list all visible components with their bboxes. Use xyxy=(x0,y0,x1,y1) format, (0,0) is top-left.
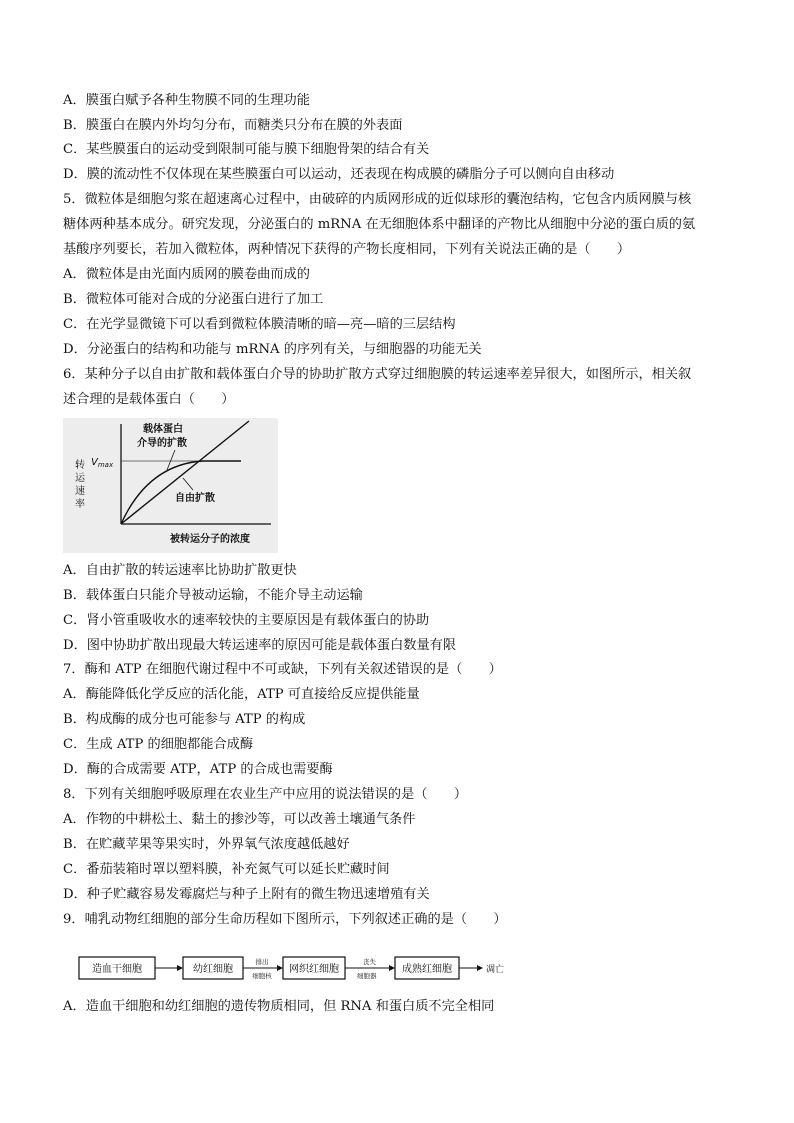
q6-option-d: D．图中协助扩散出现最大转运速率的原因可能是载体蛋白数量有限 xyxy=(63,638,457,653)
q8-option-c: C．番茄装箱时罩以塑料膜，补充氮气可以延长贮藏时间 xyxy=(63,862,390,877)
q4-option-b: B．膜蛋白在膜内外均匀分布，而糖类只分布在膜的外表面 xyxy=(63,118,403,133)
q6-stem-line-1: 6．某种分子以自由扩散和载体蛋白介导的协助扩散方式穿过细胞膜的转运速率差异很大，如图所示，相关叙 xyxy=(63,367,692,382)
q4-option-a: A．膜蛋白赋予各种生物膜不同的生理功能 xyxy=(63,93,310,108)
flow-box-4-label: 成熟红细胞 xyxy=(402,964,452,975)
q5-stem-line-2: 糖体两种基本成分。研究发现，分泌蛋白的 mRNA 在无细胞体系中翻译的产物比从细胞中分泌的蛋白质的氨 xyxy=(63,217,696,232)
graph-ylabel-char-4: 率 xyxy=(75,499,85,510)
transport-rate-graph xyxy=(63,418,278,553)
q7-option-d: D．酶的合成需要 ATP，ATP 的合成也需要酶 xyxy=(63,762,333,777)
flow-arrow-2-top: 排出 xyxy=(255,958,269,966)
q5-option-a: A．微粒体是由光面内质网的膜卷曲而成的 xyxy=(63,267,310,282)
q8-stem: 8．下列有关细胞呼吸原理在农业生产中应用的说法错误的是（ ） xyxy=(63,787,468,802)
flow-end-label: 凋亡 xyxy=(486,965,505,975)
q8-option-b: B．在贮藏苹果等果实时，外界氧气浓度越低越好 xyxy=(63,837,350,852)
flow-box-2-label: 幼红细胞 xyxy=(193,964,233,975)
q7-option-a: A．酶能降低化学反应的活化能，ATP 可直接给反应提供能量 xyxy=(63,687,420,702)
graph-vmax-label: $V_{max}$ xyxy=(91,457,114,469)
q4-option-d: D．膜的流动性不仅体现在某些膜蛋白可以运动，还表现在构成膜的磷脂分子可以侧向自由移动 xyxy=(63,167,615,182)
q6-option-a: A．自由扩散的转运速率比协助扩散更快 xyxy=(63,563,297,578)
q5-option-b: B．微粒体可能对合成的分泌蛋白进行了加工 xyxy=(63,292,324,307)
q7-stem: 7．酶和 ATP 在细胞代谢过程中不可或缺，下列有关叙述错误的是（ ） xyxy=(63,662,502,677)
q8-option-a: A．作物的中耕松土、黏土的掺沙等，可以改善土壤通气条件 xyxy=(63,812,416,827)
graph-label-carrier-line-2: 介导的扩散 xyxy=(137,438,187,449)
graph-ylabel-char-3: 速 xyxy=(75,486,85,497)
q8-option-d: D．种子贮藏容易发霉腐烂与种子上附有的微生物迅速增殖有关 xyxy=(63,887,430,902)
q6-option-b: B．载体蛋白只能介导被动运输，不能介导主动运输 xyxy=(63,588,363,603)
flow-box-3-label: 网织红细胞 xyxy=(289,964,339,975)
red-cell-flowchart xyxy=(78,952,518,984)
graph-label-free: 自由扩散 xyxy=(175,493,215,504)
graph-label-carrier-line-1: 载体蛋白 xyxy=(143,424,183,435)
flow-box-1-label: 造血干细胞 xyxy=(92,964,142,975)
q6-option-c: C．肾小管重吸收水的速率较快的主要原因是有载体蛋白的协助 xyxy=(63,613,430,628)
q9-stem: 9．哺乳动物红细胞的部分生命历程如下图所示，下列叙述正确的是（ ） xyxy=(63,912,507,927)
q9-option-a: A．造血干细胞和幼红细胞的遗传物质相同，但 RNA 和蛋白质不完全相同 xyxy=(63,999,495,1014)
graph-xlabel: 被转运分子的浓度 xyxy=(170,534,250,545)
flow-arrow-3-top: 丧失 xyxy=(363,958,376,966)
q5-stem-line-3: 基酸序列要长，若加入微粒体，两种情况下获得的产物长度相同，下列有关说法正确的是（ ） xyxy=(63,242,631,257)
q7-option-c: C．生成 ATP 的细胞都能合成酶 xyxy=(63,737,254,752)
q5-option-d: D．分泌蛋白的结构和功能与 mRNA 的序列有关，与细胞器的功能无关 xyxy=(63,342,482,357)
q5-option-c: C．在光学显微镜下可以看到微粒体膜清晰的暗—亮—暗的三层结构 xyxy=(63,317,456,332)
graph-ylabel-char-1: 转 xyxy=(75,460,85,471)
flow-arrow-2-bottom: 细胞核 xyxy=(252,972,272,980)
q6-stem-line-2: 述合理的是载体蛋白（ ） xyxy=(63,392,235,407)
q5-stem-line-1: 5．微粒体是细胞匀浆在超速离心过程中，由破碎的内质网形成的近似球形的囊泡结构，它包含内质网膜与核 xyxy=(63,192,692,207)
graph-ylabel-char-2: 运 xyxy=(75,473,85,484)
q7-option-b: B．构成酶的成分也可能参与 ATP 的构成 xyxy=(63,712,306,727)
q4-option-c: C．某些膜蛋白的运动受到限制可能与膜下细胞骨架的结合有关 xyxy=(63,142,430,157)
flow-arrow-3-bottom: 细胞器 xyxy=(357,972,377,980)
